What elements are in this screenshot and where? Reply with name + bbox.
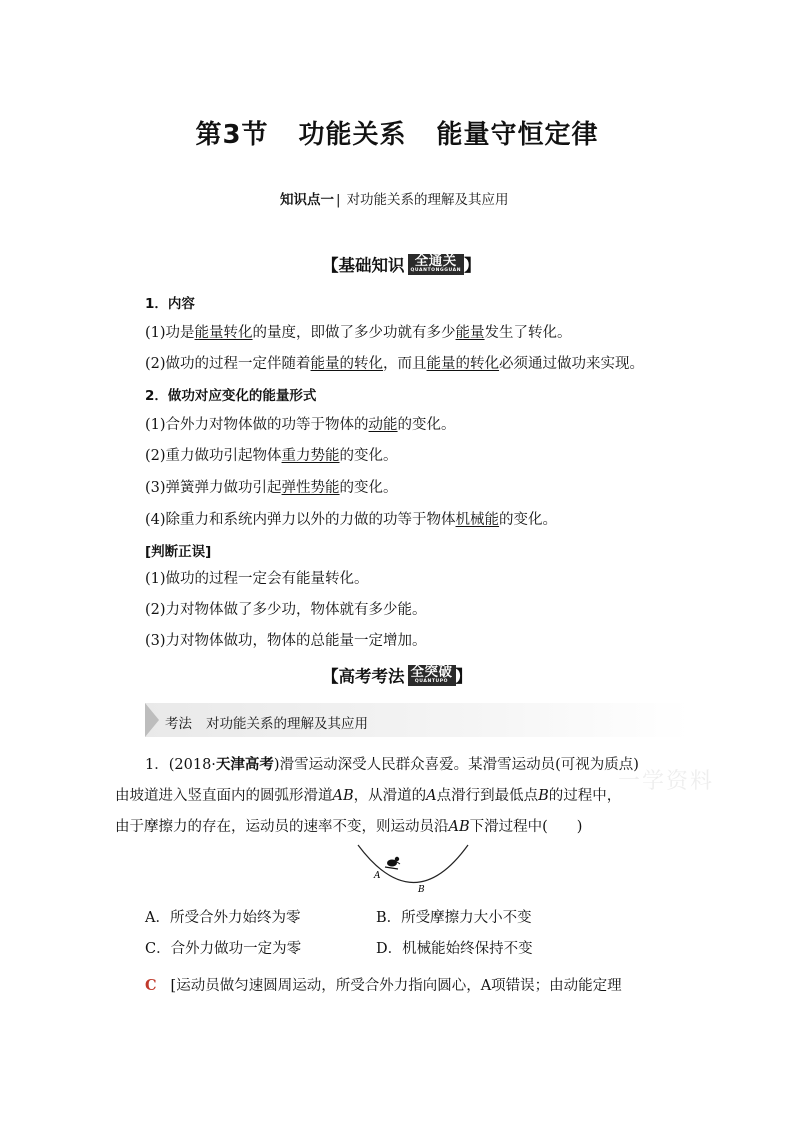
slide-figure	[352, 842, 472, 894]
text-run: 点滑行到最低点	[436, 788, 539, 804]
underlined-answer: 弹性势能	[281, 480, 340, 496]
knowledge-point-label: 知识点一	[280, 192, 334, 208]
title-prefix: 第3节	[195, 120, 269, 150]
banner-close-bracket: 】	[464, 256, 481, 275]
judge-item-1: (1)做功的过程一定会有能量转化。	[145, 571, 369, 587]
section2-item-3	[145, 476, 398, 497]
text-run: 的量度，即做了多少功就有多少	[252, 325, 456, 341]
knowledge-point-divider: |	[336, 192, 341, 208]
banner-open-bracket: 【	[322, 667, 339, 686]
banner-basic-knowledge	[322, 252, 481, 276]
answer-line	[145, 974, 622, 995]
banner-close-bracket: 】	[455, 667, 472, 686]
var-b: B	[538, 788, 549, 804]
text-run: )	[273, 757, 280, 773]
text-run: 的过程中，	[548, 788, 622, 804]
question-source: 天津高考	[215, 757, 274, 773]
judge-heading: [判断正误]	[145, 544, 212, 560]
method-arrow-icon	[145, 703, 159, 737]
banner-exam-methods	[322, 663, 472, 687]
text-run: (1)功是	[145, 325, 195, 341]
var-ab: AB	[332, 788, 354, 804]
var-ab: AB	[448, 819, 470, 835]
banner-basic-label: 基础知识	[338, 256, 405, 275]
method-label: 考法	[165, 716, 192, 732]
judge-item-3: (3)力对物体做功，物体的总能量一定增加。	[145, 633, 427, 649]
question-line-2	[115, 784, 621, 805]
text-run: (2)重力做功引起物体	[145, 448, 282, 464]
label-a: A	[374, 871, 381, 881]
underlined-answer: 机械能	[455, 512, 500, 528]
option-b: B．所受摩擦力大小不变	[376, 910, 532, 926]
answer-explanation: [运动员做匀速圆周运动，所受合外力指向圆心，A项错误；由动能定理	[170, 978, 622, 994]
text-run: (3)弹簧弹力做功引起	[145, 480, 282, 496]
text-run: (2)做功的过程一定伴随着	[145, 356, 311, 372]
watermark: 一学资料	[618, 769, 715, 794]
knowledge-point-topic: 对功能关系的理解及其应用	[346, 192, 509, 208]
text-run: ，而且	[383, 356, 427, 372]
banner-exam-label: 高考考法	[338, 667, 405, 686]
text-run: 的变化。	[499, 512, 558, 528]
underlined-answer: 能量转化	[194, 325, 253, 341]
question-line-3	[115, 815, 582, 836]
underlined-answer: 能量的转化	[310, 356, 384, 372]
text-run: 必须通过做功来实现。	[499, 356, 645, 372]
text-run: 的变化。	[397, 417, 456, 433]
section1-heading: 1．内容	[145, 296, 195, 312]
text-run: 的变化。	[339, 480, 398, 496]
text-run: 由于摩擦力的存在，运动员的速率不变，则运动员沿	[115, 819, 449, 835]
question-line-1	[145, 753, 639, 774]
badge-pinyin: QUANTUPO	[414, 679, 449, 684]
section2-item-1	[145, 413, 456, 434]
option-d: D．机械能始终保持不变	[376, 941, 533, 957]
text-run: (4)除重力和系统内弹力以外的力做的功等于物体	[145, 512, 456, 528]
text-run: 的变化。	[339, 448, 398, 464]
text-run: ，从滑道的	[353, 788, 427, 804]
page-title	[0, 114, 794, 151]
section2-heading: 2．做功对应变化的能量形式	[145, 388, 317, 404]
underlined-answer: 能量	[455, 325, 485, 341]
option-a: A．所受合外力始终为零	[145, 910, 301, 926]
badge-text: 全突破	[410, 663, 453, 680]
label-b: B	[418, 885, 425, 894]
section2-item-2	[145, 444, 398, 465]
underlined-answer: 动能	[368, 417, 398, 433]
text-run: 滑雪运动深受人民群众喜爱。某滑雪运动员(可视为质点)	[279, 757, 639, 773]
banner-basic-badge	[408, 254, 465, 275]
skier-icon	[385, 857, 400, 869]
text-run: (2018·	[168, 757, 216, 773]
section1-item-2	[145, 352, 644, 373]
text-run: (1)合外力对物体做的功等于物体的	[145, 417, 369, 433]
badge-text: 全通关	[414, 252, 457, 269]
badge-pinyin: QUANTONGGUAN	[410, 268, 462, 273]
title-part1: 功能关系	[298, 120, 407, 150]
text-run: 发生了转化。	[484, 325, 572, 341]
section1-item-1	[145, 321, 572, 342]
method-heading	[165, 712, 368, 732]
method-topic: 对功能关系的理解及其应用	[206, 716, 368, 732]
section2-item-4	[145, 508, 557, 529]
underlined-answer: 重力势能	[281, 448, 340, 464]
question-number: 1．	[145, 757, 169, 773]
knowledge-point-heading	[280, 188, 509, 208]
answer-letter: C	[145, 977, 157, 994]
underlined-answer: 能量的转化	[426, 356, 500, 372]
banner-exam-badge	[408, 665, 456, 686]
text-run: 由坡道进入竖直面内的圆弧形滑道	[115, 788, 333, 804]
title-part2: 能量守恒定律	[436, 120, 599, 150]
option-c: C．合外力做功一定为零	[145, 941, 302, 957]
banner-open-bracket: 【	[322, 256, 339, 275]
text-run: 下滑过程中( )	[469, 819, 583, 835]
var-a: A	[426, 788, 437, 804]
judge-item-2: (2)力对物体做了多少功，物体就有多少能。	[145, 602, 427, 618]
